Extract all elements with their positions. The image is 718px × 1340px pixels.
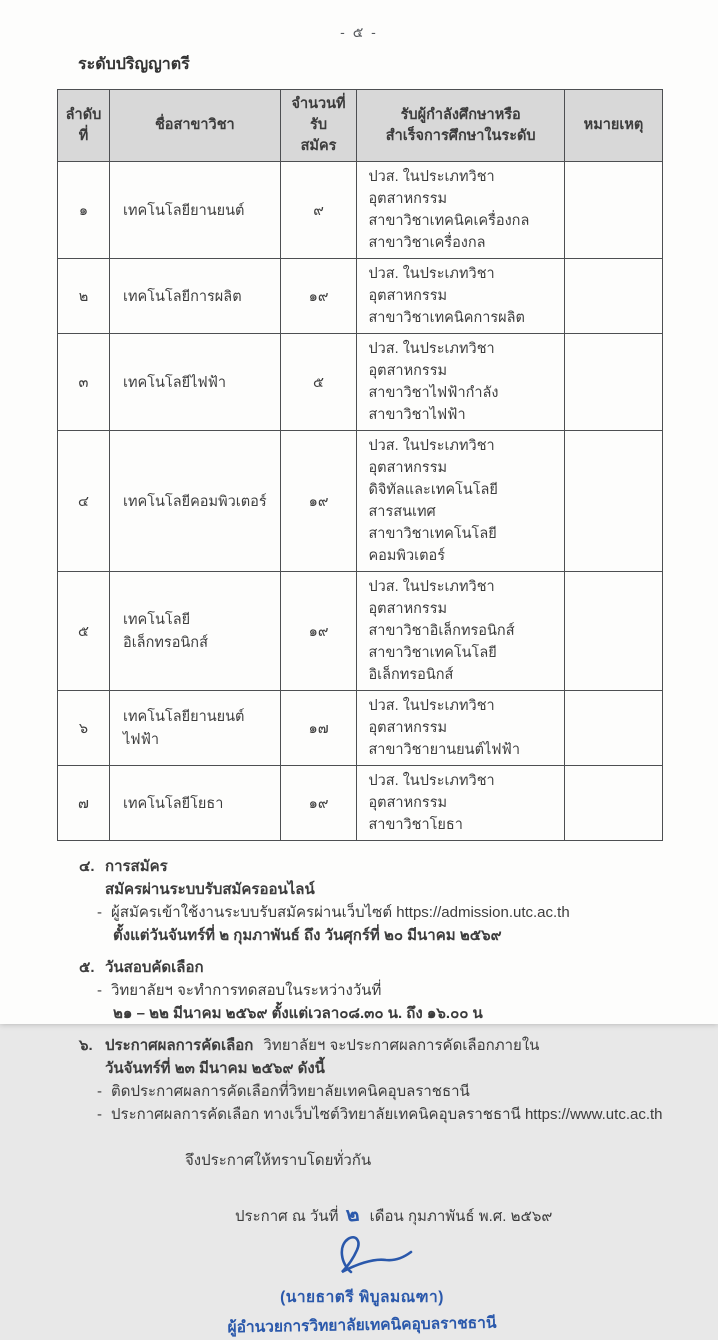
cell-quota: ๑๙ — [280, 766, 357, 841]
cell-order-number: ๗ — [58, 766, 110, 841]
header-remark: หมายเหตุ — [564, 90, 662, 162]
qualification-line: สาขาวิชาเทคนิคเครื่องกล — [368, 213, 530, 229]
header-quota-line1: จำนวนที่รับ — [291, 96, 346, 133]
qualification-line: สาขาวิชายานยนต์ไฟฟ้า — [368, 742, 520, 758]
qualification-line: ปวส. ในประเภทวิชาอุตสาหกรรม — [368, 438, 495, 476]
table-row — [58, 691, 663, 766]
cell-remark — [564, 259, 662, 334]
qualification-line: ปวส. ในประเภทวิชาอุตสาหกรรม — [368, 698, 495, 736]
qualification-line: สาขาวิชาเครื่องกล — [368, 235, 486, 251]
qualification-line: ปวส. ในประเภทวิชาอุตสาหกรรม — [368, 266, 495, 304]
qualification-line: สาขาวิชาโยธา — [368, 817, 463, 833]
section-4-number: ๔. — [79, 858, 95, 875]
cell-remark — [564, 162, 662, 259]
section-6-bullet-2-text: ประกาศผลการคัดเลือก ทางเว็บไซต์วิทยาลัยเทคนิคอุบลราชธานี https://www.utc.ac.th — [111, 1106, 663, 1123]
header-level-line1: รับผู้กำลังศึกษาหรือ — [400, 106, 521, 123]
sections — [57, 855, 663, 1126]
table-row — [58, 162, 663, 259]
qualification-line: ปวส. ในประเภทวิชาอุตสาหกรรม — [368, 773, 495, 811]
qualification-line: สาขาวิชาอิเล็กทรอนิกส์ — [368, 623, 515, 639]
cell-order-number: ๖ — [58, 691, 110, 766]
section-6-bullet-1 — [97, 1080, 663, 1103]
qualification-line: ปวส. ในประเภทวิชาอุตสาหกรรม — [368, 579, 495, 617]
header-program: ชื่อสาขาวิชา — [110, 90, 281, 162]
section-results — [57, 1034, 663, 1126]
cell-order-number: ๕ — [58, 572, 110, 691]
cell-quota: ๙ — [280, 162, 357, 259]
table-row — [58, 431, 663, 572]
cell-qualification — [357, 691, 565, 766]
section-4-bullet-1-text: ผู้สมัครเข้าใช้งานระบบรับสมัครผ่านเว็บไซต์ https://admission.utc.ac.th — [111, 904, 570, 921]
bullet-dash: - — [97, 1083, 102, 1100]
qualification-line: ดิจิทัลและเทคโนโลยีสารสนเทศ — [368, 482, 498, 520]
cell-qualification — [357, 162, 565, 259]
signer-block — [177, 1284, 547, 1337]
section-4-date-range: ตั้งแต่วันจันทร์ที่ ๒ กุมภาพันธ์ ถึง วันศุกร์ที่ ๒๐ มีนาคม ๒๕๖๙ — [113, 927, 502, 944]
cell-quota: ๑๙ — [280, 572, 357, 691]
section-5-bullet-1-text: วิทยาลัยฯ จะทำการทดสอบในระหว่างวันที่ — [111, 982, 382, 999]
page-number: - ๕ - — [340, 24, 378, 40]
section-4-bullet-1 — [97, 901, 663, 924]
cell-program-name: เทคโนโลยีการผลิต — [110, 259, 281, 334]
signature-image — [325, 1232, 663, 1284]
cell-qualification — [357, 259, 565, 334]
cell-program-name: เทคโนโลยียานยนต์ — [110, 162, 281, 259]
signer-name: (นายธาตรี พิบูลมณฑา) — [280, 1289, 444, 1306]
date-suffix: เดือน กุมภาพันธ์ พ.ศ. ๒๕๖๙ — [369, 1208, 553, 1225]
section-6-bullet-2 — [97, 1103, 663, 1126]
bullet-dash: - — [97, 904, 102, 921]
programs-table — [57, 89, 663, 841]
cell-program-name: เทคโนโลยีอิเล็กทรอนิกส์ — [110, 572, 281, 691]
handwritten-day: ๒ — [345, 1203, 361, 1227]
cell-order-number: ๓ — [58, 334, 110, 431]
section-6-title: ประกาศผลการคัดเลือก — [105, 1037, 254, 1054]
cell-quota: ๑๙ — [280, 431, 357, 572]
section-5-bullet-1 — [97, 979, 663, 1002]
section-5-title: วันสอบคัดเลือก — [105, 959, 204, 976]
closing-statement: จึงประกาศให้ทราบโดยทั่วกัน — [185, 1152, 372, 1169]
section-6-title-rest: วิทยาลัยฯ จะประกาศผลการคัดเลือกภายใน — [263, 1037, 540, 1054]
cell-remark — [564, 334, 662, 431]
announcement-date-line — [235, 1198, 663, 1230]
programs-table-header — [58, 90, 663, 162]
cell-qualification — [357, 572, 565, 691]
cell-program-name: เทคโนโลยีไฟฟ้า — [110, 334, 281, 431]
cell-remark — [564, 572, 662, 691]
section-6-number: ๖. — [79, 1037, 93, 1054]
signature-stroke — [325, 1232, 425, 1284]
cell-remark — [564, 691, 662, 766]
cell-remark — [564, 431, 662, 572]
header-quota — [280, 90, 357, 162]
section-exam-date — [57, 956, 663, 1025]
table-row — [58, 334, 663, 431]
header-level — [357, 90, 565, 162]
section-4-title: การสมัคร — [105, 858, 168, 875]
qualification-line: ปวส. ในประเภทวิชาอุตสาหกรรม — [368, 169, 495, 207]
table-row — [58, 572, 663, 691]
degree-level-heading: ระดับปริญญาตรี — [78, 56, 190, 73]
cell-order-number: ๒ — [58, 259, 110, 334]
cell-quota: ๑๙ — [280, 259, 357, 334]
signer-title: ผู้อำนวยการวิทยาลัยเทคนิคอุบลราชธานี — [227, 1314, 497, 1337]
cell-order-number: ๑ — [58, 162, 110, 259]
section-6-date: วันจันทร์ที่ ๒๓ มีนาคม ๒๕๖๙ ดังนี้ — [105, 1060, 325, 1077]
qualification-line: สาขาวิชาเทคโนโลยีอิเล็กทรอนิกส์ — [368, 645, 497, 683]
qualification-line: สาขาวิชาไฟฟ้ากำลัง — [368, 385, 499, 401]
cell-qualification — [357, 431, 565, 572]
cell-qualification — [357, 334, 565, 431]
section-6-bullet-1-text: ติดประกาศผลการคัดเลือกที่วิทยาลัยเทคนิคอุบลราชธานี — [111, 1083, 470, 1100]
bullet-dash: - — [97, 1106, 102, 1123]
header-level-line2: สำเร็จการศึกษาในระดับ — [385, 127, 536, 144]
cell-qualification — [357, 766, 565, 841]
table-row — [58, 259, 663, 334]
table-row — [58, 766, 663, 841]
cell-program-name: เทคโนโลยียานยนต์ไฟฟ้า — [110, 691, 281, 766]
programs-table-body — [58, 162, 663, 841]
section-4-subtitle: สมัครผ่านระบบรับสมัครออนไลน์ — [105, 881, 315, 898]
qualification-line: สาขาวิชาเทคโนโลยีคอมพิวเตอร์ — [368, 526, 497, 564]
date-prefix: ประกาศ ณ วันที่ — [235, 1208, 339, 1225]
cell-quota: ๕ — [280, 334, 357, 431]
qualification-line: สาขาวิชาไฟฟ้า — [368, 407, 466, 423]
cell-remark — [564, 766, 662, 841]
qualification-line: สาขาวิชาเทคนิคการผลิต — [368, 310, 525, 326]
section-5-date-time: ๒๑ – ๒๒ มีนาคม ๒๕๖๙ ตั้งแต่เวลา๐๘.๓๐ น. ถึง ๑๖.๐๐ น — [113, 1005, 483, 1022]
section-application — [57, 855, 663, 947]
header-quota-line2: สมัคร — [300, 138, 337, 154]
cell-quota: ๑๗ — [280, 691, 357, 766]
cell-program-name: เทคโนโลยีคอมพิวเตอร์ — [110, 431, 281, 572]
header-no: ลำดับที่ — [58, 90, 110, 162]
bullet-dash: - — [97, 982, 102, 999]
cell-program-name: เทคโนโลยีโยธา — [110, 766, 281, 841]
page-content — [57, 52, 663, 1337]
section-5-number: ๕. — [79, 959, 95, 976]
qualification-line: ปวส. ในประเภทวิชาอุตสาหกรรม — [368, 341, 495, 379]
cell-order-number: ๔ — [58, 431, 110, 572]
